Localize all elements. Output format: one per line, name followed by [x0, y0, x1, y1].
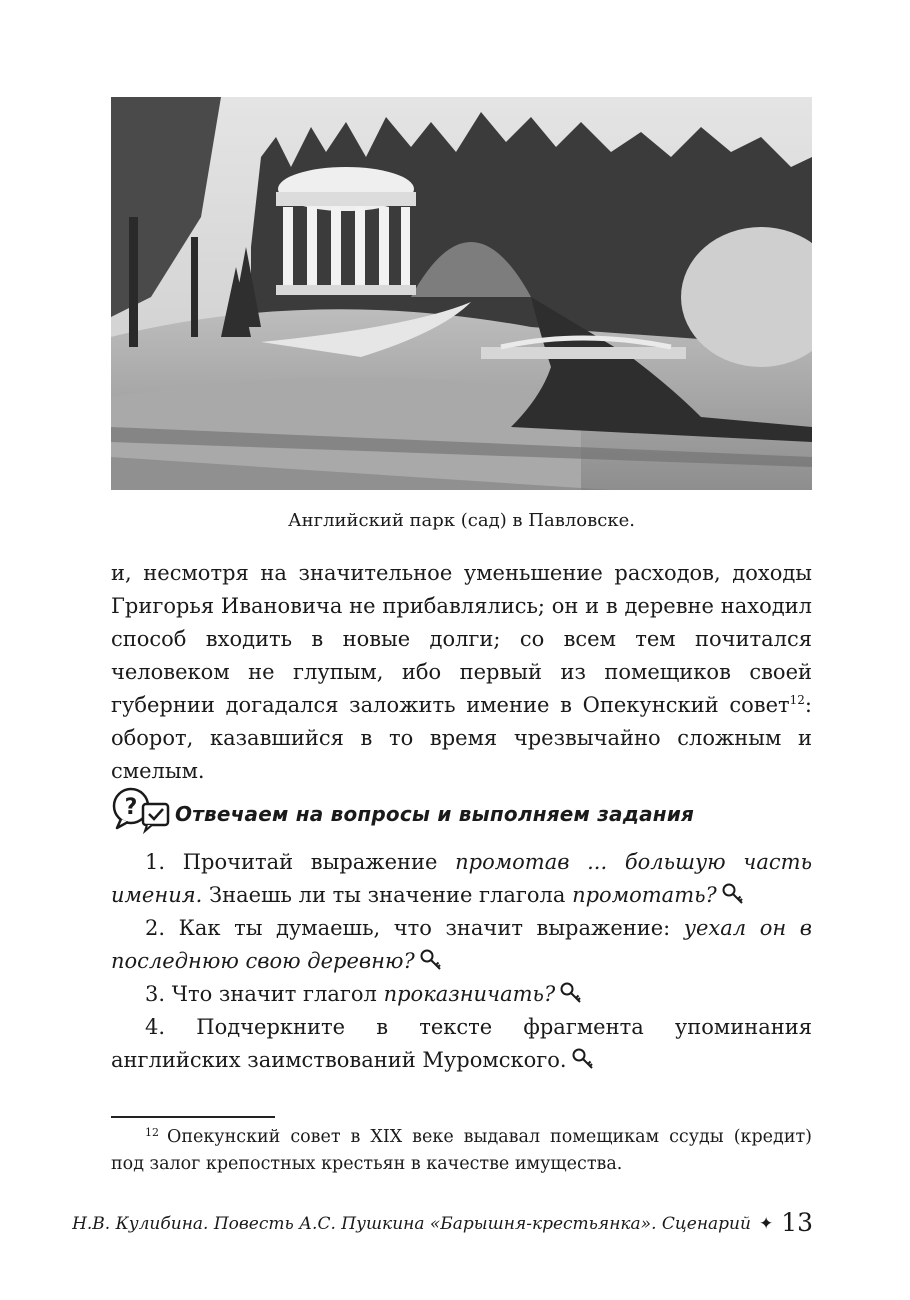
park-photo [111, 97, 812, 490]
page-number: 13 [781, 1208, 813, 1237]
section-title: Отвечаем на вопросы и выполняем задания [175, 802, 695, 826]
key-icon[interactable] [559, 981, 583, 1005]
section-header [111, 786, 812, 836]
footnote-divider [111, 1116, 275, 1118]
task-item-3: 3. Что значит глагол проказничать? [111, 978, 812, 1011]
task-list [111, 846, 812, 1077]
footnote-mark: 12 [145, 1126, 159, 1139]
footnote-text: Опекунский совет в XIX веке выдавал помещикам ссуды (кредит) под залог крепостных крестьян в качестве имущества. [111, 1127, 812, 1174]
key-icon[interactable] [721, 882, 745, 906]
question-chat-icon [111, 786, 171, 834]
task-item-4: 4. Подчеркните в тексте фрагмента упоминания английских заимствований Муромского. [111, 1015, 812, 1072]
task-item-1: 1. Прочитай выражение промотав ... большую часть имения. Знаешь ли ты значение глагола промотать? [111, 850, 812, 907]
svg-text:?: ? [124, 795, 138, 820]
photo-caption: Английский парк (сад) в Павловске. [288, 510, 635, 531]
footnote-ref[interactable]: 12 [789, 693, 805, 707]
key-icon[interactable] [571, 1047, 595, 1071]
key-icon[interactable] [419, 948, 443, 972]
page-footer [72, 1208, 813, 1237]
task-item-2: 2. Как ты думаешь, что значит выражение: уехал он в последнюю свою деревню? [111, 916, 812, 973]
footnote [111, 1124, 812, 1178]
body-paragraph: и, несмотря на значительное уменьшение расходов, доходы Григорья Ивановича не прибавлялись; он и в деревне находил способ входить в новые долги; со всем тем почитался человеком не глупым, ибо первый из помещиков своей губернии догадался заложить имение в Опекунский совет$^{12}$: оборот, казавшийся в то время чрезвычайно сложным и смелым. [111, 561, 812, 783]
running-title: Н.В. Кулибина. Повесть А.С. Пушкина «Барышня-крестьянка». Сценарий [72, 1214, 751, 1234]
star-ornament-icon: ✦ [758, 1214, 774, 1234]
